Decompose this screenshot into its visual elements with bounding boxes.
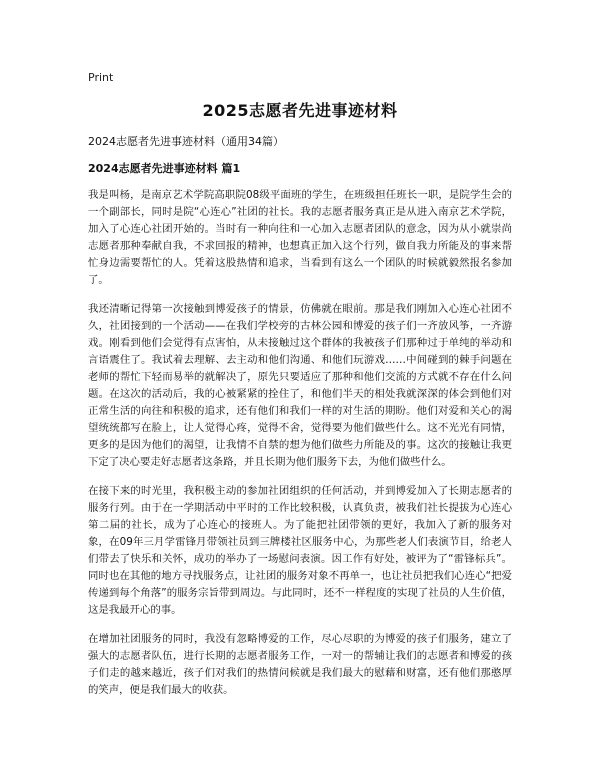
section-heading: 2024志愿者先进事迹材料 篇1 bbox=[88, 162, 241, 175]
paragraph-3: 在接下来的时光里，我积极主动的参加社团组织的任何活动，并到博爱加入了长期志愿者的服务行列。由于在一学期活动中平时的工作比较积极，认真负责，被我们社长提拔为心连心第二届的社长，成为了心连心的接班人。为了能把社团带领的更好，我加入了新的服务对象，在09年三月学雷锋月带领社员到三牌楼社区服务中心，为那些老人们表演节目，给老人们带去了快乐和关怀，成功的举办了一场慰问表演。因工作有好处，被评为了“雷锋标兵”。同时也在其他的地方寻找服务点，让社团的服务对象不再单一，也让社员把我们心连心“把爱传递到每个角落”的服务宗旨带到周边。与此同时，还不一样程度的实现了社员的人生价值，这是我最开心的事。 bbox=[88, 485, 512, 616]
document-title: 2025志愿者先进事迹材料 bbox=[202, 101, 398, 120]
paragraph-1: 我是叫杨，是南京艺术学院高职院08级平面班的学生，在班级担任班长一职，是院学生会的一个副部长，同时是院“心连心”社团的社长。我的志愿者服务真正是从进入南京艺术学院，加入了心连心社团开始的。当时有一种向往和一心加入志愿者团队的意念，因为从小就崇尚志愿者那种奉献自我，不求回报的精神，也想真正加入这个行列，做自我力所能及的事来帮忙身边需要帮忙的人。凭着这股热情和追求，当看到有这么一个团队的时候就毅然报名参加了。 bbox=[88, 189, 512, 286]
paragraph-2: 我还清晰记得第一次接触到博爱孩子的情景，仿佛就在眼前。那是我们刚加入心连心社团不久，社团接到的一个活动——在我们学校旁的古林公园和博爱的孩子们一齐放风筝，一齐游戏。刚看到他们会觉得有点害怕，从未接触过这个群体的我被孩子们那种过于单纯的举动和言语震住了。我试着去理解、去主动和他们沟通、和他们玩游戏……中间碰到的棘手问题在老师的帮忙下轻而易举的就解决了，原先只要适应了那种和他们交流的方式就不存在什么问题。在这次的活动后，我的心被紧紧的拴住了，和他们半天的相处我就深深的体会到他们对正常生活的向往和积极的追求，还有他们和我们一样的对生活的期盼。他们对爱和关心的渴望统统都写在脸上，让人觉得心疼，觉得不舍，觉得要为他们做些什么。这不光光有同情，更多的是因为他们的渴望，让我情不自禁的想为他们做些力所能及的事。这次的接触让我更下定了决心要走好志愿者这条路，并且长期为他们服务下去，为他们做些什么。 bbox=[88, 303, 512, 468]
document-subtitle: 2024志愿者先进事迹材料（通用34篇） bbox=[88, 135, 284, 148]
print-link[interactable]: Print bbox=[88, 71, 114, 84]
article-body bbox=[88, 187, 512, 711]
paragraph-4: 在增加社团服务的同时，我没有忽略博爱的工作，尽心尽职的为博爱的孩子们服务，建立了强大的志愿者队伍，进行长期的志愿者服务工作，一对一的帮辅让我们的志愿者和博爱的孩子们走的越来越近，孩子们对我们的热情问候就是我们最大的慰藉和财富，还有他们那憨厚的笑声，便是我们最大的收获。 bbox=[88, 633, 512, 696]
